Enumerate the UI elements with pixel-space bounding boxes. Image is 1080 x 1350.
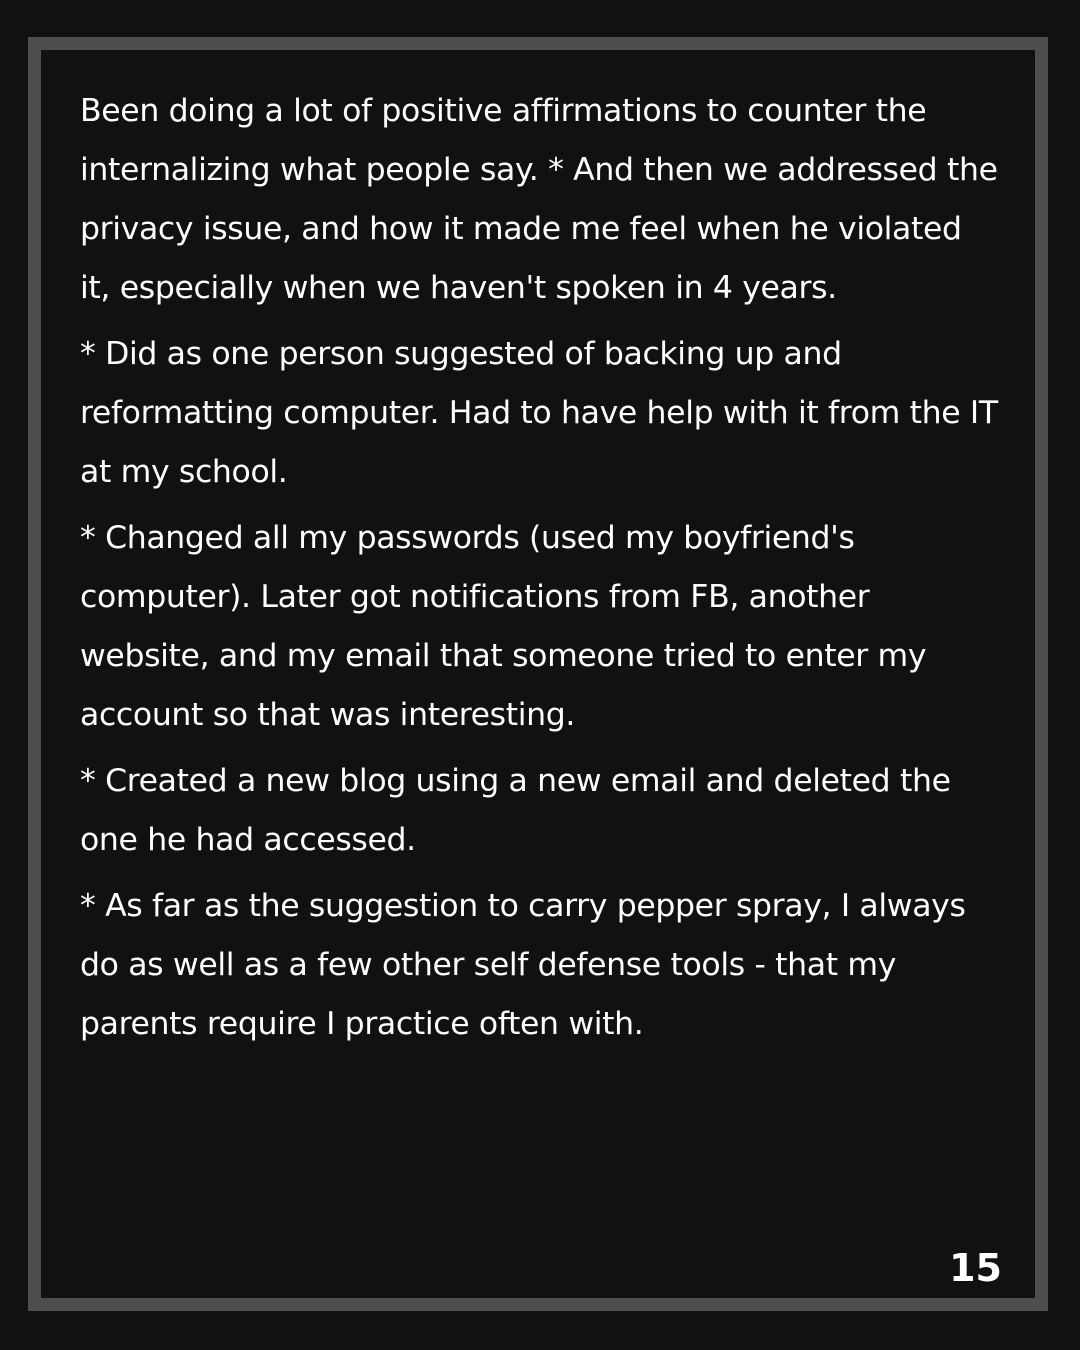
- paragraph-changed-passwords: * Changed all my passwords (used my boyfriend's computer). Later got notifications from FB, another website, and my email that someone tried to enter my account so that was interesting.: [80, 520, 927, 733]
- paragraph-reformat-computer: * Did as one person suggested of backing up and reformatting computer. Had to have help with it from the IT at my school.: [80, 336, 998, 490]
- page-number: 15: [949, 1246, 1002, 1290]
- text-body: [80, 82, 1000, 1061]
- paragraph-affirmations: Been doing a lot of positive affirmations to counter the internalizing what people say. * And then we addressed the privacy issue, and how it made me feel when he violated it, especially when we haven't spoken in 4 years.: [80, 93, 998, 306]
- paragraph-pepper-spray: * As far as the suggestion to carry pepper spray, I always do as well as a few other self defense tools - that my parents require I practice often with.: [80, 888, 966, 1042]
- paragraph-new-blog: * Created a new blog using a new email and deleted the one he had accessed.: [80, 763, 951, 858]
